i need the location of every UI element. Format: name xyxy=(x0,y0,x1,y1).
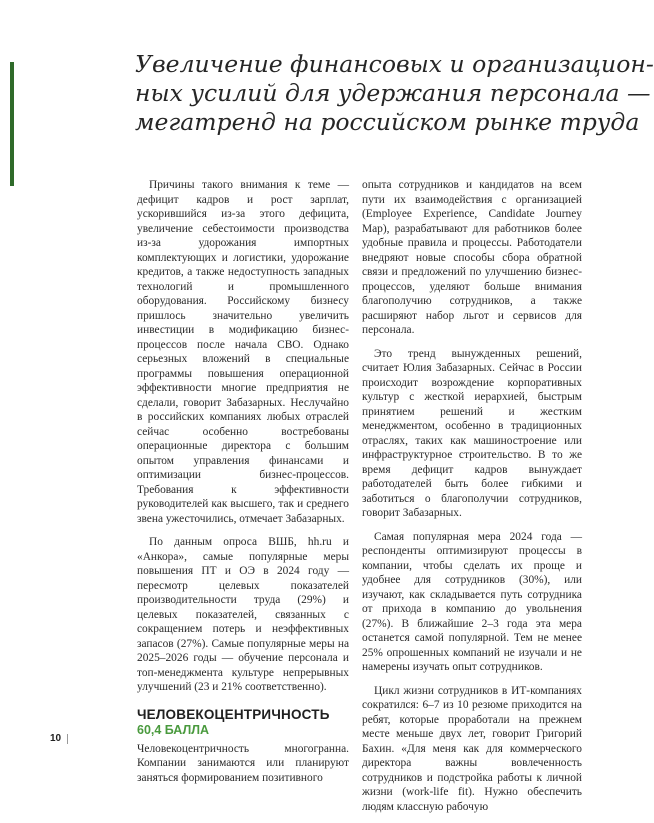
right-paragraph-1: опыта сотрудников и кандидатов на всем пути их взаимодействия с организацией (Employee Experience, Candidate Journey Map), разрабатывают для работников более удобные правила и процессы. Работодатели внедряют новые способы сбора обратной связи и предложений по улучшению бизнес-процессов, уделяют больше внимания благополучию сотрудников, а также расширяют набор льгот и сервисов для персонала. xyxy=(362,179,582,336)
page-number-separator xyxy=(67,734,68,744)
right-paragraph-3: Самая популярная мера 2024 года — респонденты оптимизируют процессы в компании, чтобы сделать их проще и удобнее для сотрудников (30%), или изучают, как складывается путь сотрудника от прихода в компанию до увольнения (27%). В ближайшие 2–3 года эта мера останется самой популярной. Тем не менее 25% опрошенных компаний не изучали и не намерены изучать опыт сотрудников. xyxy=(362,530,582,673)
heading-line-1: Увеличение финансовых и организацион- xyxy=(135,50,654,78)
article-heading xyxy=(135,50,654,137)
section-title: ЧЕЛОВЕКОЦЕНТРИЧНОСТЬ xyxy=(137,706,330,722)
heading-line-2: ных усилий для удержания персонала — xyxy=(135,79,651,107)
section-paragraph: Человекоцентричность многогранна. Компании занимаются или планируют заняться формированием позитивного xyxy=(137,742,349,784)
section-score: 60,4 БАЛЛА xyxy=(137,722,210,737)
left-paragraph-2: По данным опроса ВШБ, hh.ru и «Анкора», самые популярные меры повышения ПТ и ОЭ в 2024 году — пересмотр целевых показателей производительности труда (29%) и целевых показателей, связанных с сокращением потерь и неэффективных запасов (27%). Самые популярные меры на 2025–2026 годы — обучение персонала и топ-менеджмента культуре непрерывных улучшений (23 и 21% соответственно). xyxy=(137,536,349,693)
left-paragraph-1: Причины такого внимания к теме — дефицит кадров и рост зарплат, ускорившийся из-за этого дефицита, увеличение себестоимости производства из-за удорожания импортных комплектующих и логистики, удорожание кредитов, а также недоступность западных технологий и промышленного оборудования. Российскому бизнесу пришлось значительно увеличить инвестиции в модификацию бизнес-процессов после начала СВО. Однако серьезных вложений в специальные программы повышения операционной эффективности многие предприятия не сделали, говорит Забазарных. Неслучайно в российских компаниях любых отраслей сейчас особенно востребованы операционные директора с большим опытом управления финансами и оптимизации бизнес-процессов. Требования к эффективности руководителей как высшего, так и среднего звена ужесточились, отмечает Забазарных. xyxy=(137,179,349,525)
right-paragraph-2: Это тренд вынужденных решений, считает Юлия Забазарных. Сейчас в России происходит возрождение корпоративных культур с жесткой иерархией, быстрым принятием решений и жестким менеджментом, особенно в традиционных отраслях, таких как машиностроение или инфраструктурное строительство. В то же время дефицит кадров вынуждает работодателей быть более гибкими и заботиться о благополучии сотрудников, говорит Забазарных. xyxy=(362,347,582,519)
heading-line-3: мегатренд на российском рынке труда xyxy=(135,108,640,136)
right-column xyxy=(362,178,582,823)
left-column xyxy=(137,178,349,794)
right-paragraph-4: Цикл жизни сотрудников в ИТ-компаниях сократился: 6–7 из 10 резюме приходится на ребят, которые проработали на прежнем месте меньше двух лет, говорит Григорий Бахин. «Для меня как для коммерческого директора важны вовлеченность сотрудников и подстройка работы к личной жизни (work-life fit). Нужно обеспечить людям классную рабочую xyxy=(362,684,582,813)
accent-bar xyxy=(10,62,14,186)
page-number: 10 xyxy=(50,733,62,744)
